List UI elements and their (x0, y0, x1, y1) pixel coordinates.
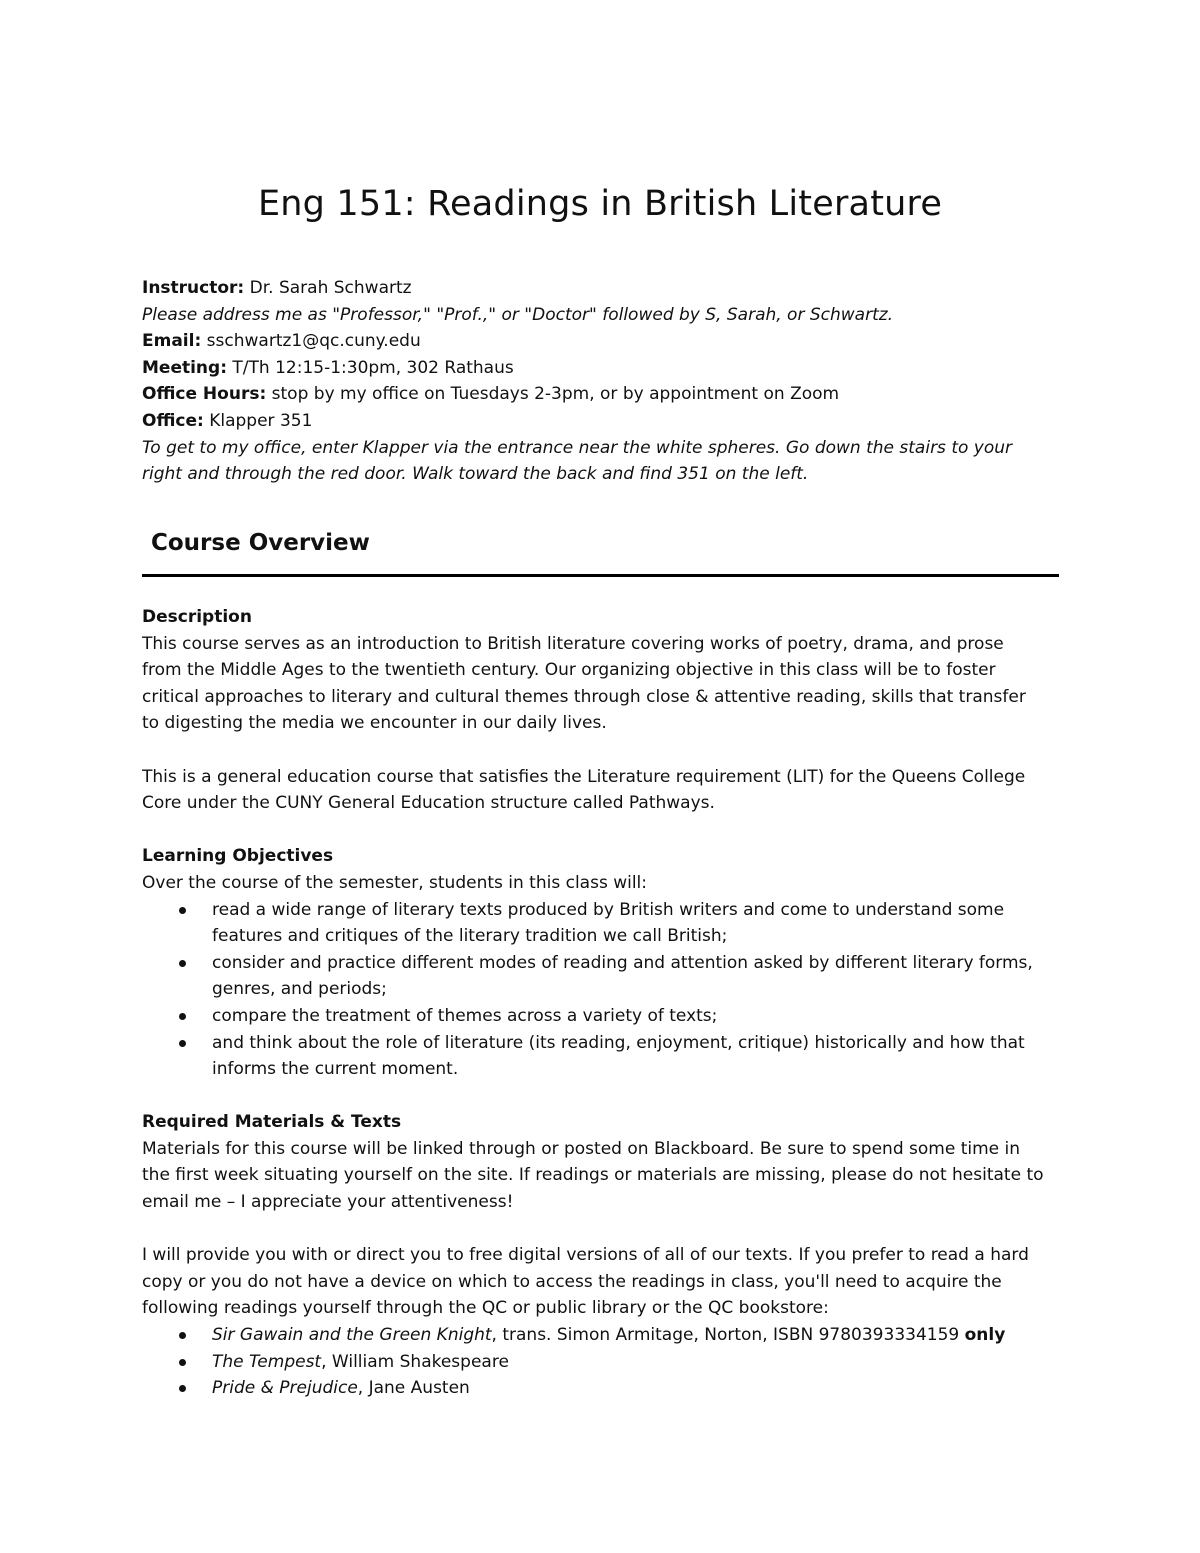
section-heading-course-overview: Course Overview (151, 530, 370, 556)
office-hours-value: stop by my office on Tuesdays 2-3pm, or by appointment on Zoom (266, 384, 840, 405)
book-title: The Tempest (212, 1351, 322, 1372)
description-paragraph-1 (142, 631, 1062, 737)
text-line: genres, and periods; (212, 979, 387, 1000)
book-line (212, 1375, 1062, 1402)
bullet-icon (179, 907, 186, 914)
text-line: email me – I appreciate your attentiveness! (142, 1192, 514, 1213)
email-line (142, 328, 1062, 355)
text-line: from the Middle Ages to the twentieth century. Our organizing objective in this class will be to foster (142, 660, 996, 681)
address-note: Please address me as "Professor," "Prof.," or "Doctor" followed by S, Sarah, or Schwartz. (142, 304, 894, 325)
meeting-label: Meeting: (142, 357, 227, 378)
bullet-icon (179, 1385, 186, 1392)
paragraph-gap (142, 817, 1062, 844)
learning-objectives-intro: Over the course of the semester, students in this class will: (142, 872, 648, 893)
list-item (142, 897, 1062, 950)
directions-line-2: right and through the red door. Walk toward the back and find 351 on the left. (142, 464, 809, 485)
book-line (212, 1322, 1062, 1349)
instructor-line (142, 275, 1062, 302)
book-details: , trans. Simon Armitage, Norton, ISBN 9780393334159 (491, 1325, 965, 1346)
bullet-icon (179, 1040, 186, 1047)
materials-paragraph-1 (142, 1136, 1062, 1216)
text-line: read a wide range of literary texts produced by British writers and come to understand some (212, 899, 1005, 920)
section-divider (142, 574, 1059, 577)
office-hours-label: Office Hours: (142, 384, 267, 405)
instructor-label: Instructor: (142, 278, 245, 298)
list-item (142, 950, 1062, 1003)
text-line: I will provide you with or direct you to free digital versions of all of our texts. If you prefer to read a hard (142, 1245, 1029, 1266)
office-label: Office: (142, 410, 204, 431)
email-label: Email: (142, 331, 202, 352)
bullet-icon (179, 1332, 186, 1339)
book-line (212, 1349, 1062, 1376)
bullet-icon (179, 960, 186, 967)
text-line: following readings yourself through the QC or public library or the QC bookstore: (142, 1298, 829, 1319)
text-line: consider and practice different modes of reading and attention asked by different literary forms, (212, 952, 1033, 973)
text-line: compare the treatment of themes across a variety of texts; (212, 1005, 718, 1026)
text-line: features and critiques of the literary tradition we call British; (212, 926, 728, 947)
directions-line-1: To get to my office, enter Klapper via the entrance near the white spheres. Go down the stairs to your (142, 437, 1013, 458)
text-line: and think about the role of literature (its reading, enjoyment, critique) historically and how that (212, 1032, 1025, 1053)
instructor-info (142, 275, 1062, 488)
email-value[interactable]: sschwartz1@qc.cuny.edu (201, 331, 421, 352)
book-item (142, 1375, 1062, 1402)
bullet-icon (179, 1013, 186, 1020)
text-line: Materials for this course will be linked through or posted on Blackboard. Be sure to spend some time in (142, 1138, 1021, 1159)
text-line: This course serves as an introduction to British literature covering works of poetry, drama, and prose (142, 633, 1004, 654)
book-title: Sir Gawain and the Green Knight (212, 1325, 492, 1346)
required-materials-heading: Required Materials & Texts (142, 1112, 402, 1133)
list-item (142, 1030, 1062, 1083)
paragraph-gap (142, 1216, 1062, 1243)
learning-objectives-heading: Learning Objectives (142, 846, 334, 867)
text-line: informs the current moment. (212, 1059, 459, 1080)
book-item (142, 1349, 1062, 1376)
office-hours-line (142, 381, 1062, 408)
paragraph-gap (142, 1083, 1062, 1110)
text-line: Core under the CUNY General Education structure called Pathways. (142, 793, 715, 814)
text-line: copy or you do not have a device on which to access the readings in class, you'll need to acquire the (142, 1271, 1002, 1292)
list-item (142, 1003, 1062, 1030)
materials-paragraph-2 (142, 1242, 1062, 1322)
text-line: to digesting the media we encounter in our daily lives. (142, 713, 607, 734)
page-title: Eng 151: Readings in British Literature (257, 184, 943, 224)
text-line: critical approaches to literary and cultural themes through close & attentive reading, skills that transfer (142, 686, 1026, 707)
text-line: the first week situating yourself on the site. If readings or materials are missing, please do not hesitate to (142, 1165, 1044, 1186)
book-item (142, 1322, 1062, 1349)
learning-objectives-list (142, 897, 1062, 1083)
book-emphasis: only (964, 1325, 1006, 1346)
book-details: , William Shakespeare (321, 1351, 509, 1372)
paragraph-gap (142, 737, 1062, 764)
book-details: , Jane Austen (357, 1378, 470, 1399)
meeting-line (142, 355, 1062, 382)
bullet-icon (179, 1359, 186, 1366)
course-overview-body (142, 604, 1062, 1402)
description-heading: Description (142, 607, 252, 627)
meeting-value: T/Th 12:15-1:30pm, 302 Rathaus (227, 357, 514, 378)
text-line: This is a general education course that satisfies the Literature requirement (LIT) for the Queens College (142, 766, 1026, 787)
instructor-value: Dr. Sarah Schwartz (244, 278, 412, 298)
required-books-list (142, 1322, 1062, 1402)
office-line (142, 408, 1062, 435)
office-value: Klapper 351 (203, 410, 313, 431)
description-paragraph-2 (142, 764, 1062, 817)
book-title: Pride & Prejudice (212, 1378, 358, 1399)
